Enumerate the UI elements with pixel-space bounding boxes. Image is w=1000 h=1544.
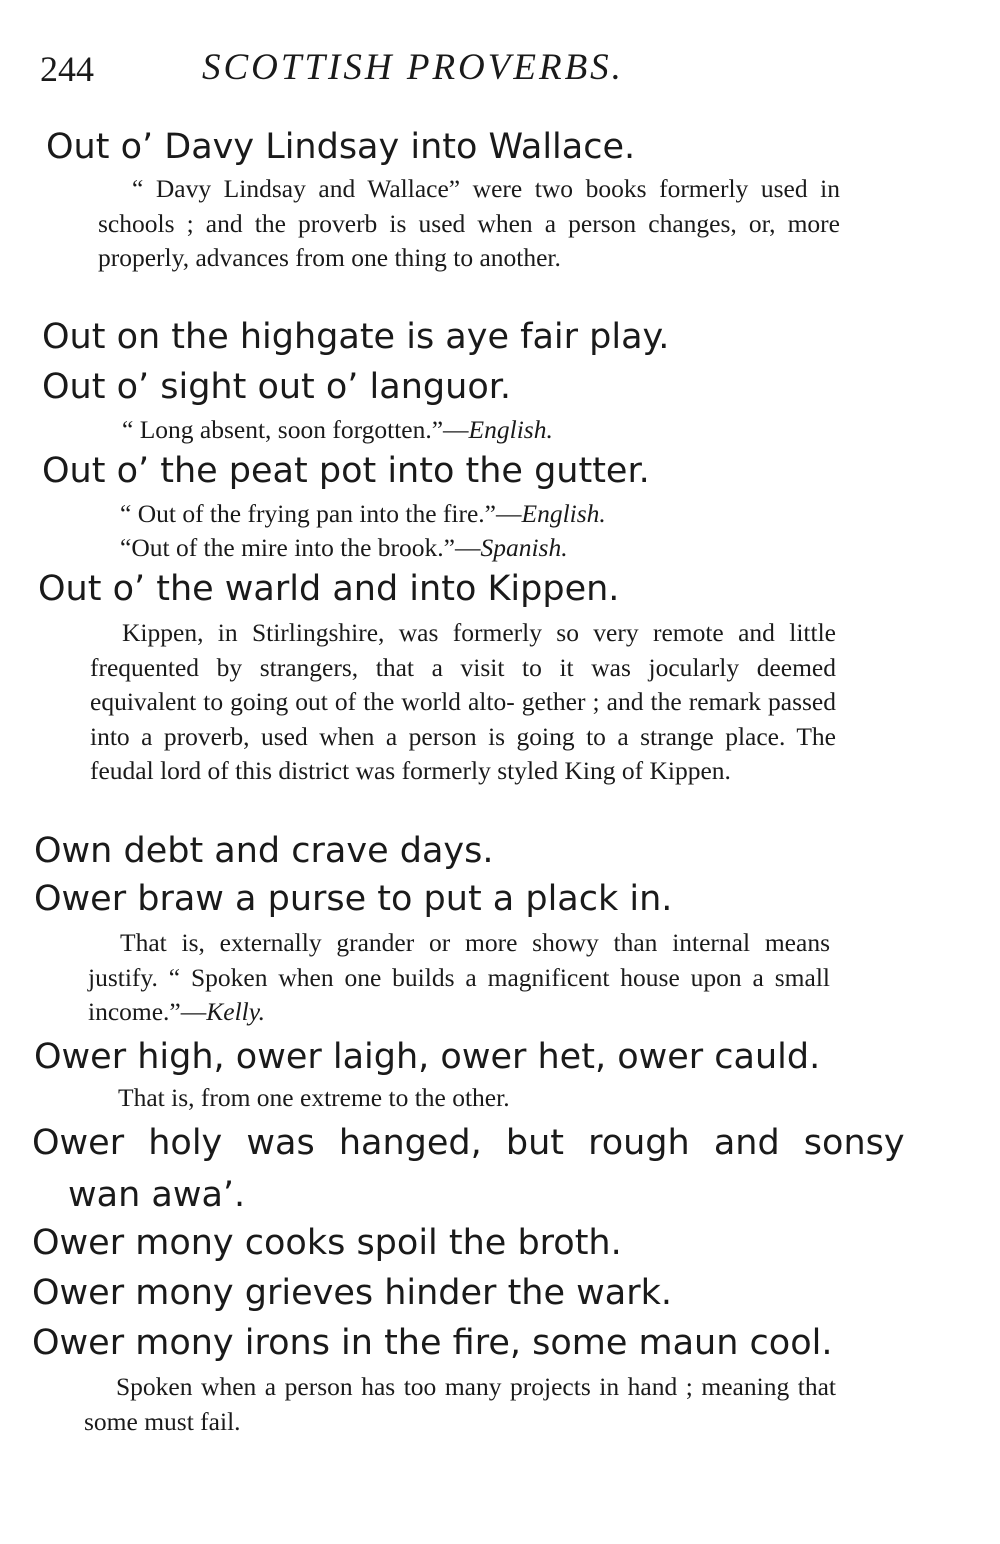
gloss-1: “ Davy Lindsay and Wallace” were two books formerly used in schools ; and the proverb is used when a person changes, or, more properly, advances from one thing to another. xyxy=(98,174,840,272)
equivalent-4a xyxy=(120,499,606,529)
gloss-8: That is, from one extreme to the other. xyxy=(118,1083,510,1112)
proverb-9-continuation: wan awa’. xyxy=(68,1175,246,1215)
running-title: SCOTTISH PROVERBS. xyxy=(202,47,624,88)
equivalent-quote: “Out of the mire into the brook.”— xyxy=(120,533,481,562)
proverb-4: Out o’ the peat pot into the gutter. xyxy=(42,451,650,491)
equivalent-quote: “ Long absent, soon forgotten.”— xyxy=(122,415,469,444)
gloss-7 xyxy=(88,926,830,1030)
proverb-3: Out o’ sight out o’ languor. xyxy=(42,367,512,407)
equivalent-4b xyxy=(120,533,568,563)
proverb-11: Ower mony grieves hinder the wark. xyxy=(32,1273,672,1313)
equivalent-3 xyxy=(122,415,553,445)
proverb-9: Ower holy was hanged, but rough and sonsy xyxy=(32,1123,905,1163)
proverb-2: Out on the highgate is aye fair play. xyxy=(42,317,670,357)
proverb-12: Ower mony irons in the fire, some maun cool. xyxy=(32,1323,833,1363)
gloss-7-source: Kelly. xyxy=(206,997,266,1026)
equivalent-quote: “ Out of the frying pan into the fire.”— xyxy=(120,499,522,528)
proverb-10: Ower mony cooks spoil the broth. xyxy=(32,1223,622,1263)
proverb-5: Out o’ the warld and into Kippen. xyxy=(38,569,620,609)
proverb-7: Ower braw a purse to put a plack in. xyxy=(34,879,673,919)
proverb-1: Out o’ Davy Lindsay into Wallace. xyxy=(46,127,636,167)
equivalent-source: English. xyxy=(468,415,553,444)
proverb-6: Own debt and crave days. xyxy=(34,831,494,871)
equivalent-source: Spanish. xyxy=(480,533,568,562)
gloss-7-text: That is, externally grander or more showy than internal means justify. “ Spoken when one builds a magnificent house upon a small income.”— xyxy=(88,928,830,1026)
gloss-12: Spoken when a person has too many projects in hand ; meaning that some must fail. xyxy=(84,1372,836,1436)
gloss-5: Kippen, in Stirlingshire, was formerly so very remote and little frequented by strangers, that a visit to it was jocularly deemed equivalent to going out of the world alto- gether ; and the remark passed into a proverb, used when a person is going to a strange place. The feudal lord of this district was formerly styled King of Kippen. xyxy=(90,618,836,785)
equivalent-source: English. xyxy=(521,499,606,528)
page-number: 244 xyxy=(40,49,94,89)
proverb-8: Ower high, ower laigh, ower het, ower cauld. xyxy=(34,1037,821,1077)
